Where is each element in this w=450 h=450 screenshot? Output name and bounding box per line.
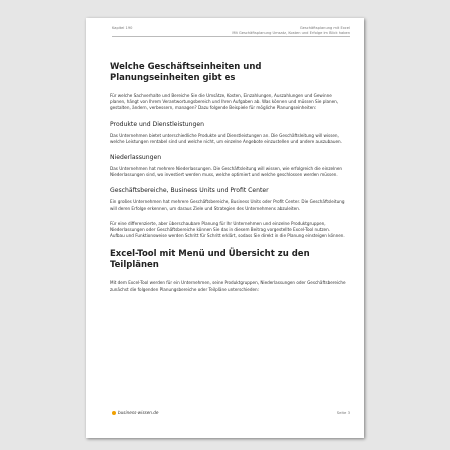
paragraph-excel-tool-intro: Für eine differenzierte, aber überschaubare Planung für Ihr Unternehmen und einzelne Produktgruppen, Niederlassungen oder Geschäftsbereiche können Sie das in diesem Beitrag vorgestellte Excel-Tool nutzen. Aufbau und Funktionsweise werden Schritt für Schritt erklärt, sodass Sie direkt in die Planung einsteigen können. (110, 220, 345, 239)
header-chapter: Kapitel 190 (112, 26, 133, 30)
subheading-business-units: Geschäftsbereiche, Business Units und Profit Center (110, 187, 269, 195)
page-content (110, 62, 346, 302)
page-header (112, 26, 350, 35)
paragraph-business-units: Ein großes Unternehmen hat mehrere Geschäftsbereiche, Business Units oder Profit Center. Die Geschäftsleitung will deren Erfolge erkennen, um daraus Ziele und Strategien des Unternehmens abzuleiten. (110, 199, 345, 211)
paragraph-excel-tool: Mit dem Excel-Tool werden für ein Unternehmen, seine Produktgruppen, Niederlassungen oder Geschäftsbereiche zunächst die folgenden Planungsbereiche oder Teilpläne unterschieden: (110, 280, 346, 292)
subheading-branches: Niederlassungen (110, 154, 162, 162)
header-subtitle: Mit Geschäftsplanung Umsatz, Kosten und Erfolge im Blick haben (232, 30, 350, 35)
logo-text: business-wissen.de (118, 410, 159, 415)
intro-paragraph: Für welche Sachverhalte und Bereiche Sie die Umsätze, Kosten, Einzahlungen, Auszahlungen und Gewinne planen, hängt von Ihrem Verantwortungsbereich und Ihren Aufgaben ab. Was können und müssen Sie planen, gestalten, ändern, verbessern, managen? Dazu folgende Beispiele für mögliche Planungseinheiten: (110, 93, 339, 111)
page-footer (112, 410, 350, 415)
paragraph-products: Das Unternehmen bietet unterschiedliche Produkte und Dienstleistungen an. Die Geschäftsleitung will wissen, welche Leistungen rentabel sind und welche nicht, um einzelne Angebote einzustellen und andere auszubauen. (110, 132, 342, 144)
subheading-products: Produkte und Dienstleistungen (110, 120, 204, 128)
section-heading-excel-tool: Excel-Tool mit Menü und Übersicht zu den Teilplänen (110, 249, 310, 271)
paragraph-branches: Das Unternehmen hat mehrere Niederlassungen. Die Geschäftsleitung will wissen, wie erfolgreich die einzelnen Niederlassungen sind, wo investiert werden muss, welche optimiert und welche geschlossen werden müssen. (110, 166, 343, 178)
header-divider (112, 36, 350, 37)
section-heading: Welche Geschäftseinheiten und Planungseinheiten gibt es (110, 62, 262, 83)
logo-dot-icon (112, 411, 116, 415)
header-title: Geschäftsplanung mit Excel (299, 26, 350, 30)
document-page (86, 18, 364, 438)
page-number: Seite 3 (336, 410, 350, 415)
brand-logo (112, 410, 159, 415)
